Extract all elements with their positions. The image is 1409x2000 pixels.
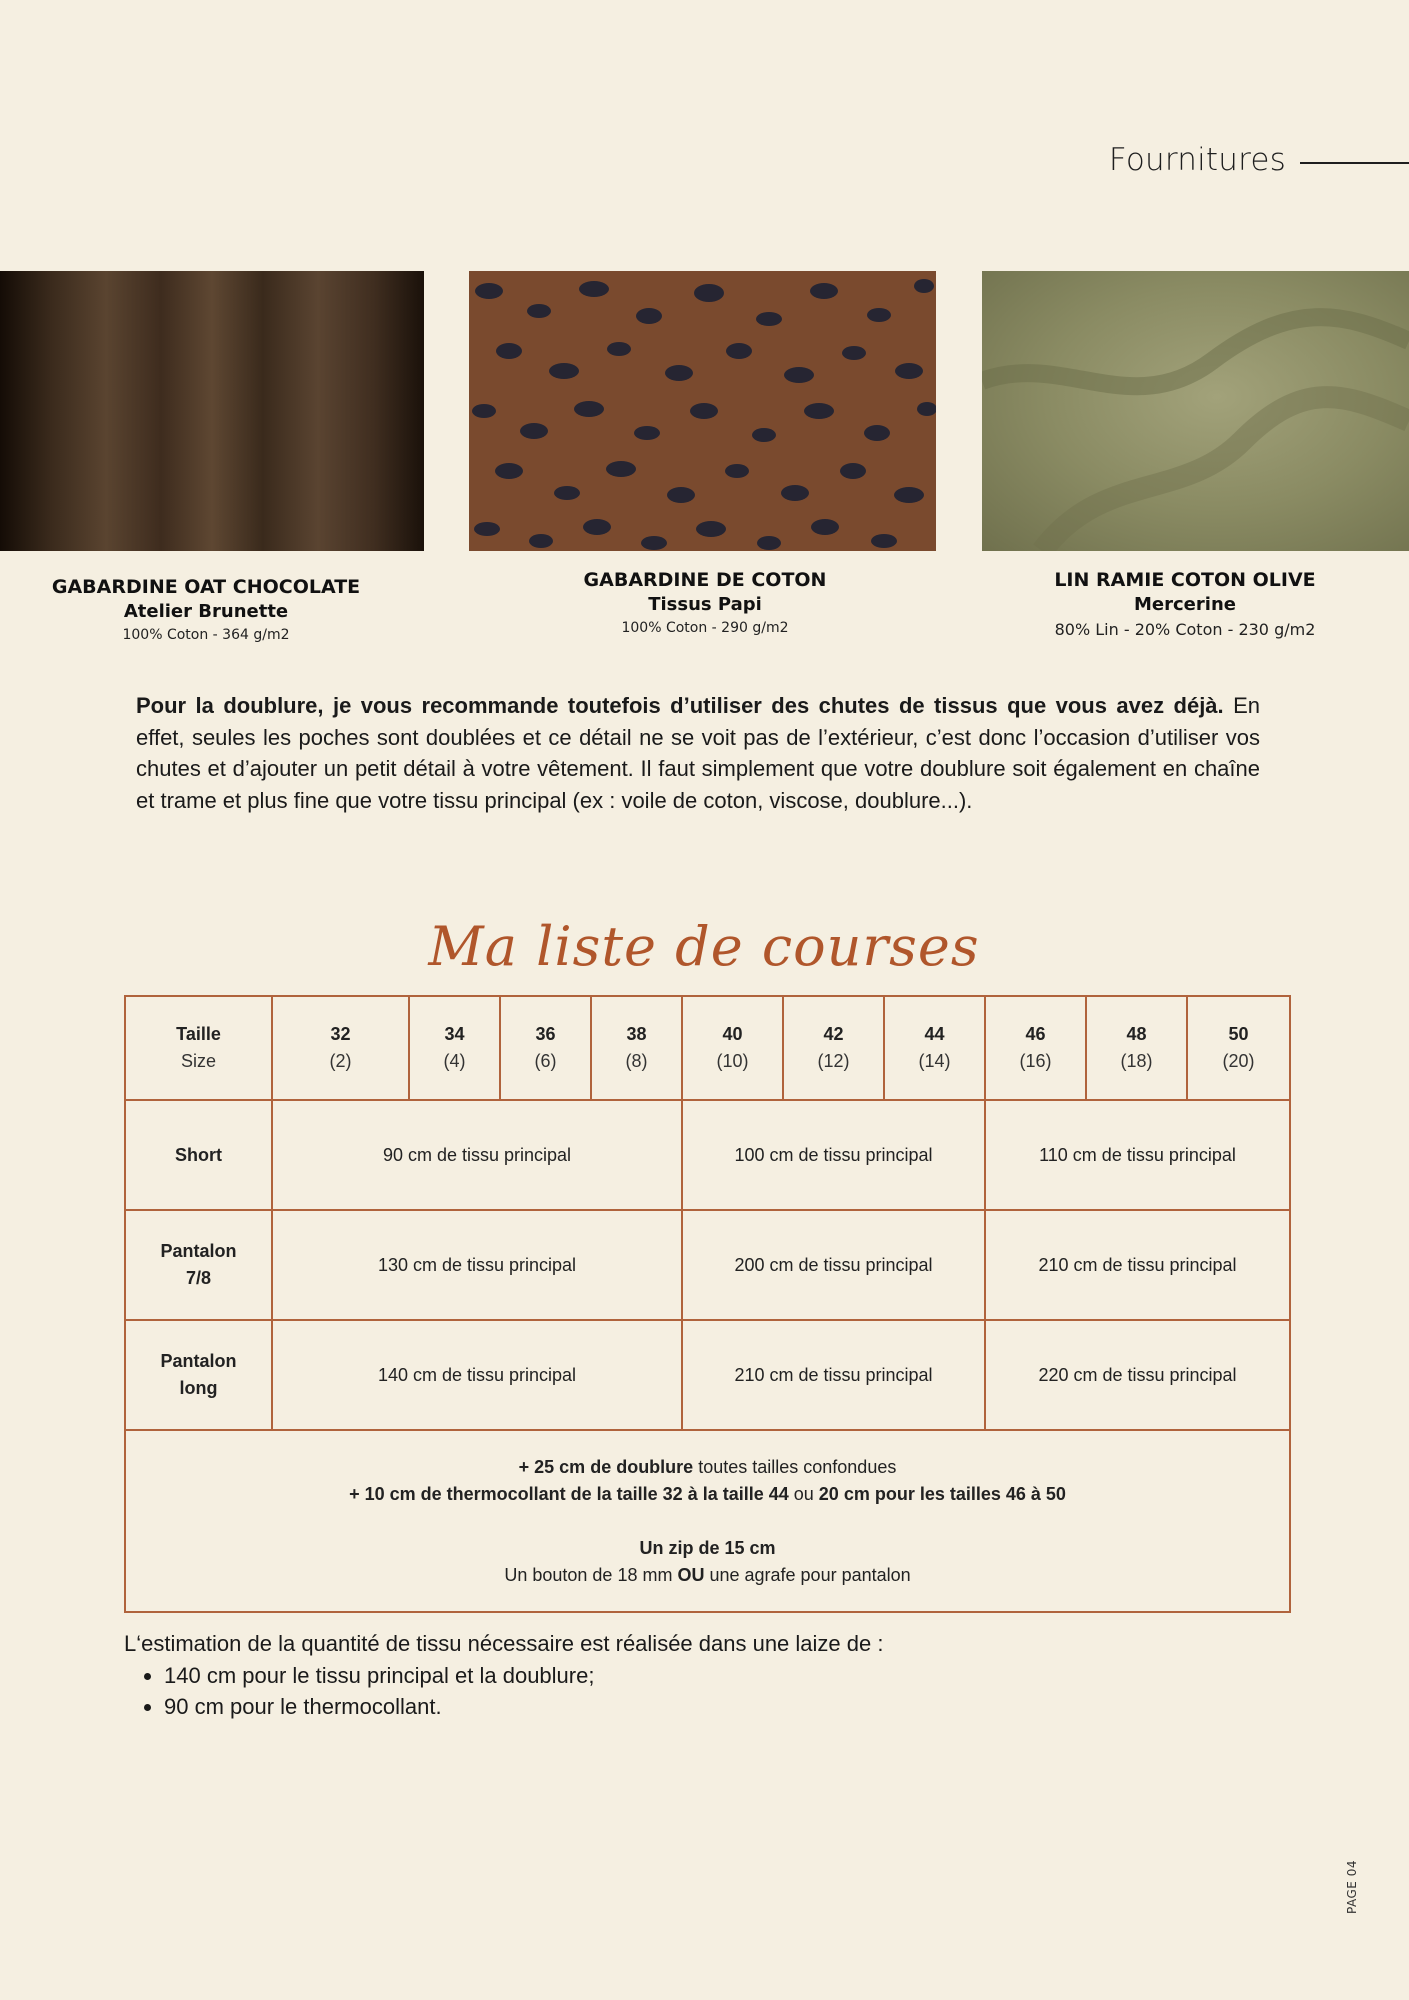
- garment-label: Short: [125, 1100, 272, 1210]
- lining-paragraph-rest: En effet, seules les poches sont doublées et ce détail ne se voit pas de l’extérieur, c’est donc l’occasion d’utiliser vos chutes et d’ajouter un petit détail à votre vêtement. Il faut simplement que votre doublure soit également en chaîne et trame et plus fine que votre tissu principal (ex : voile de coton, viscose, doublure...).: [136, 693, 1260, 813]
- fabric-composition: 100% Coton - 364 g/m2: [122, 627, 290, 643]
- size-header-label: Taille Size: [125, 996, 272, 1100]
- zip-requirement: Un zip de 15 cm: [639, 1537, 776, 1558]
- page-number: PAGE 04: [1345, 1860, 1359, 1914]
- size-cell: 42 (12): [783, 996, 884, 1100]
- size-cell: 36 (6): [500, 996, 591, 1100]
- closure-requirement: Un bouton de 18 mm OU une agrafe pour pantalon: [504, 1564, 911, 1585]
- table-row: [125, 1320, 1290, 1430]
- supplies-footer: [125, 1430, 1290, 1612]
- note-list: [124, 1660, 1124, 1723]
- fabric-amount: 110 cm de tissu principal: [985, 1100, 1290, 1210]
- fabric-composition: 100% Coton - 290 g/m2: [621, 620, 789, 636]
- table-row: [125, 1100, 1290, 1210]
- fabric-width-note: [124, 1628, 1124, 1723]
- size-cell: 38 (8): [591, 996, 682, 1100]
- fabric-brand: Tissus Papi: [648, 594, 762, 615]
- fabric-requirements-table: [124, 995, 1291, 1613]
- size-cell: 46 (16): [985, 996, 1086, 1100]
- fabric-amount: 200 cm de tissu principal: [682, 1210, 985, 1320]
- list-item: • 90 cm pour le thermocollant.: [164, 1691, 1124, 1723]
- fabric-amount: 210 cm de tissu principal: [682, 1320, 985, 1430]
- note-intro: L‘estimation de la quantité de tissu nécessaire est réalisée dans une laize de :: [124, 1631, 884, 1656]
- fabric-amount: 100 cm de tissu principal: [682, 1100, 985, 1210]
- fabric-caption-2: [540, 569, 870, 636]
- fabric-amount: 130 cm de tissu principal: [272, 1210, 682, 1320]
- fabric-swatch-chocolate: [0, 271, 424, 551]
- fabric-composition: 80% Lin - 20% Coton - 230 g/m2: [1054, 620, 1316, 639]
- table-row: [125, 1210, 1290, 1320]
- fabric-swatch-leopard: [469, 271, 936, 551]
- supplies-footer-row: [125, 1430, 1290, 1612]
- size-header-row: [125, 996, 1290, 1100]
- size-cell: 48 (18): [1086, 996, 1187, 1100]
- title-rule: [1300, 162, 1409, 164]
- fabric-swatch-olive: [982, 271, 1409, 551]
- garment-label: Pantalon long: [125, 1320, 272, 1430]
- lining-requirement: + 25 cm de doublure toutes tailles confondues: [518, 1456, 897, 1477]
- fabric-name: GABARDINE OAT CHOCOLATE: [51, 576, 361, 598]
- list-item: • 140 cm pour le tissu principal et la doublure;: [164, 1660, 1124, 1692]
- fabric-name: GABARDINE DE COTON: [583, 569, 827, 591]
- fabric-brand: Atelier Brunette: [123, 601, 289, 622]
- size-cell: 40 (10): [682, 996, 783, 1100]
- fabric-amount: 220 cm de tissu principal: [985, 1320, 1290, 1430]
- fabric-amount: 90 cm de tissu principal: [272, 1100, 682, 1210]
- fabric-caption-1: [40, 576, 372, 643]
- garment-label: Pantalon 7/8: [125, 1210, 272, 1320]
- lining-paragraph-bold: Pour la doublure, je vous recommande toutefois d’utiliser des chutes de tissus que vous avez déjà.: [136, 693, 1224, 718]
- size-cell: 50 (20): [1187, 996, 1290, 1100]
- fabric-amount: 140 cm de tissu principal: [272, 1320, 682, 1430]
- size-cell: 32 (2): [272, 996, 409, 1100]
- lining-paragraph: [136, 690, 1260, 816]
- section-title: Fournitures: [1108, 142, 1286, 178]
- size-cell: 44 (14): [884, 996, 985, 1100]
- fabric-amount: 210 cm de tissu principal: [985, 1210, 1290, 1320]
- shopping-list-title: Ma liste de courses: [428, 915, 980, 978]
- fabric-name: LIN RAMIE COTON OLIVE: [1054, 569, 1316, 591]
- fabric-caption-3: [1000, 569, 1370, 639]
- size-cell: 34 (4): [409, 996, 500, 1100]
- fabric-brand: Mercerine: [1134, 594, 1236, 615]
- interfacing-requirement: + 10 cm de thermocollant de la taille 32 à la taille 44 ou 20 cm pour les tailles 46 à 50: [349, 1483, 1066, 1504]
